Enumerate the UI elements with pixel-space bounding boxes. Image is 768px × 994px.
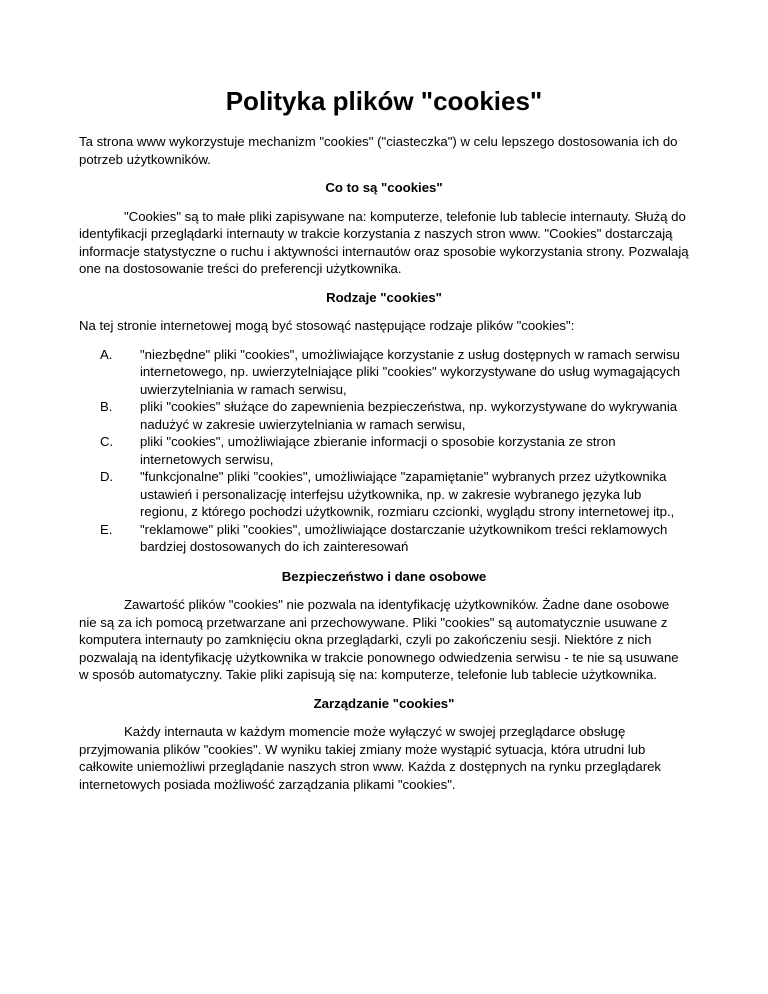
list-item xyxy=(79,468,689,521)
list-item-text: "funkcjonalne" pliki "cookies", umożliwiające "zapamiętanie" wybranych przez użytkownika ustawień i personalizację interfejsu użytkownika, np. w zakresie wybranego języka lub regionu, z którego pochodzi użytkownik, rozmiaru czcionki, wyglądu strony internetowej itp., xyxy=(140,469,675,519)
list-item-text: "niezbędne" pliki "cookies", umożliwiające korzystanie z usług dostępnych w ramach serwisu internetowego, np. uwierzytelniające pliki "cookies" wykorzystywane do usług wymagających uwierzytelniania w ramach serwisu, xyxy=(140,346,681,397)
section-paragraph-cookie-types: Na tej stronie internetowej mogą być stosowąć następujące rodzaje plików "cookies": xyxy=(79,318,575,333)
list-item xyxy=(79,398,689,433)
list-item-text: pliki "cookies" służące do zapewnienia bezpieczeństwa, np. wykorzystywane do wykrywania nadużyć w zakresie uwierzytelniania w ramach serwisu, xyxy=(140,399,678,432)
list-item xyxy=(79,433,689,468)
section-heading-security: Bezpieczeństwo i dane osobowe xyxy=(281,568,487,584)
list-marker: B. xyxy=(100,399,113,414)
section-paragraph-security: Zawartość plików "cookies" nie pozwala na identyfikację użytkowników. Żadne dane osobowe nie są za ich pomocą przetwarzane ani przechowywane. Pliki "cookies" są automatycznie usuwane z komputera internauty po zamknięciu okna przeglądarki, czyli po zakończeniu sesji. Niektóre z nich pozwalają na identyfikację użytkownika w trakcie ponownego odwiedzenia serwisu - te nie są usuwane w sposób automatyczny. Takie pliki zapisują się na: komputerze, telefonie lub tablecie użytkownika. xyxy=(79,597,679,682)
section-heading-managing-cookies: Zarządzanie "cookies" xyxy=(313,695,455,711)
page-title: Polityka plików "cookies" xyxy=(225,86,543,116)
list-item-text: pliki "cookies", umożliwiające zbieranie informacji o sposobie korzystania ze stron internetowych serwisu, xyxy=(140,434,616,467)
list-item-text: "reklamowe" pliki "cookies", umożliwiające dostarczanie użytkownikom treści reklamowych bardziej dostosowanych do ich zainteresowań xyxy=(140,521,668,554)
list-marker: A. xyxy=(100,346,113,362)
list-marker: D. xyxy=(100,469,114,484)
list-marker: E. xyxy=(100,521,113,537)
intro-paragraph: Ta strona www wykorzystuje mechanizm "cookies" ("ciasteczka") w celu lepszego dostosowania ich do potrzeb użytkowników. xyxy=(79,134,678,167)
document-page xyxy=(79,84,689,804)
section-paragraph-managing-cookies: Każdy internauta w każdym momencie może wyłączyć w swojej przeglądarce obsługę przyjmowania plików "cookies". W wyniku takiej zmiany może wystąpić sytuacja, która utrudni lub całkowite uniemożliwi przeglądanie naszych stron www. Każda z dostępnych na rynku przeglądarek internetowych posiada możliwość zarządzania plikami "cookies". xyxy=(79,724,662,792)
section-heading-what-are-cookies: Co to są "cookies" xyxy=(325,180,443,195)
section-heading-cookie-types: Rodzaje "cookies" xyxy=(326,289,442,305)
section-paragraph-what-are-cookies: "Cookies" są to małe pliki zapisywane na: komputerze, telefonie lub tablecie internauty. Służą do identyfikacji przeglądarki internauty w trakcie korzystania z naszych stron www. "Cookies" dostarczają informacje statystyczne o ruchu i aktywności internautów oraz sposobie wykorzystania strony. Pozwalają one na dostosowanie treści do preferencji użytkownika. xyxy=(79,208,689,276)
list-item xyxy=(79,521,689,556)
list-item xyxy=(79,346,689,399)
list-marker: C. xyxy=(100,434,114,449)
cookie-types-list xyxy=(79,346,689,556)
